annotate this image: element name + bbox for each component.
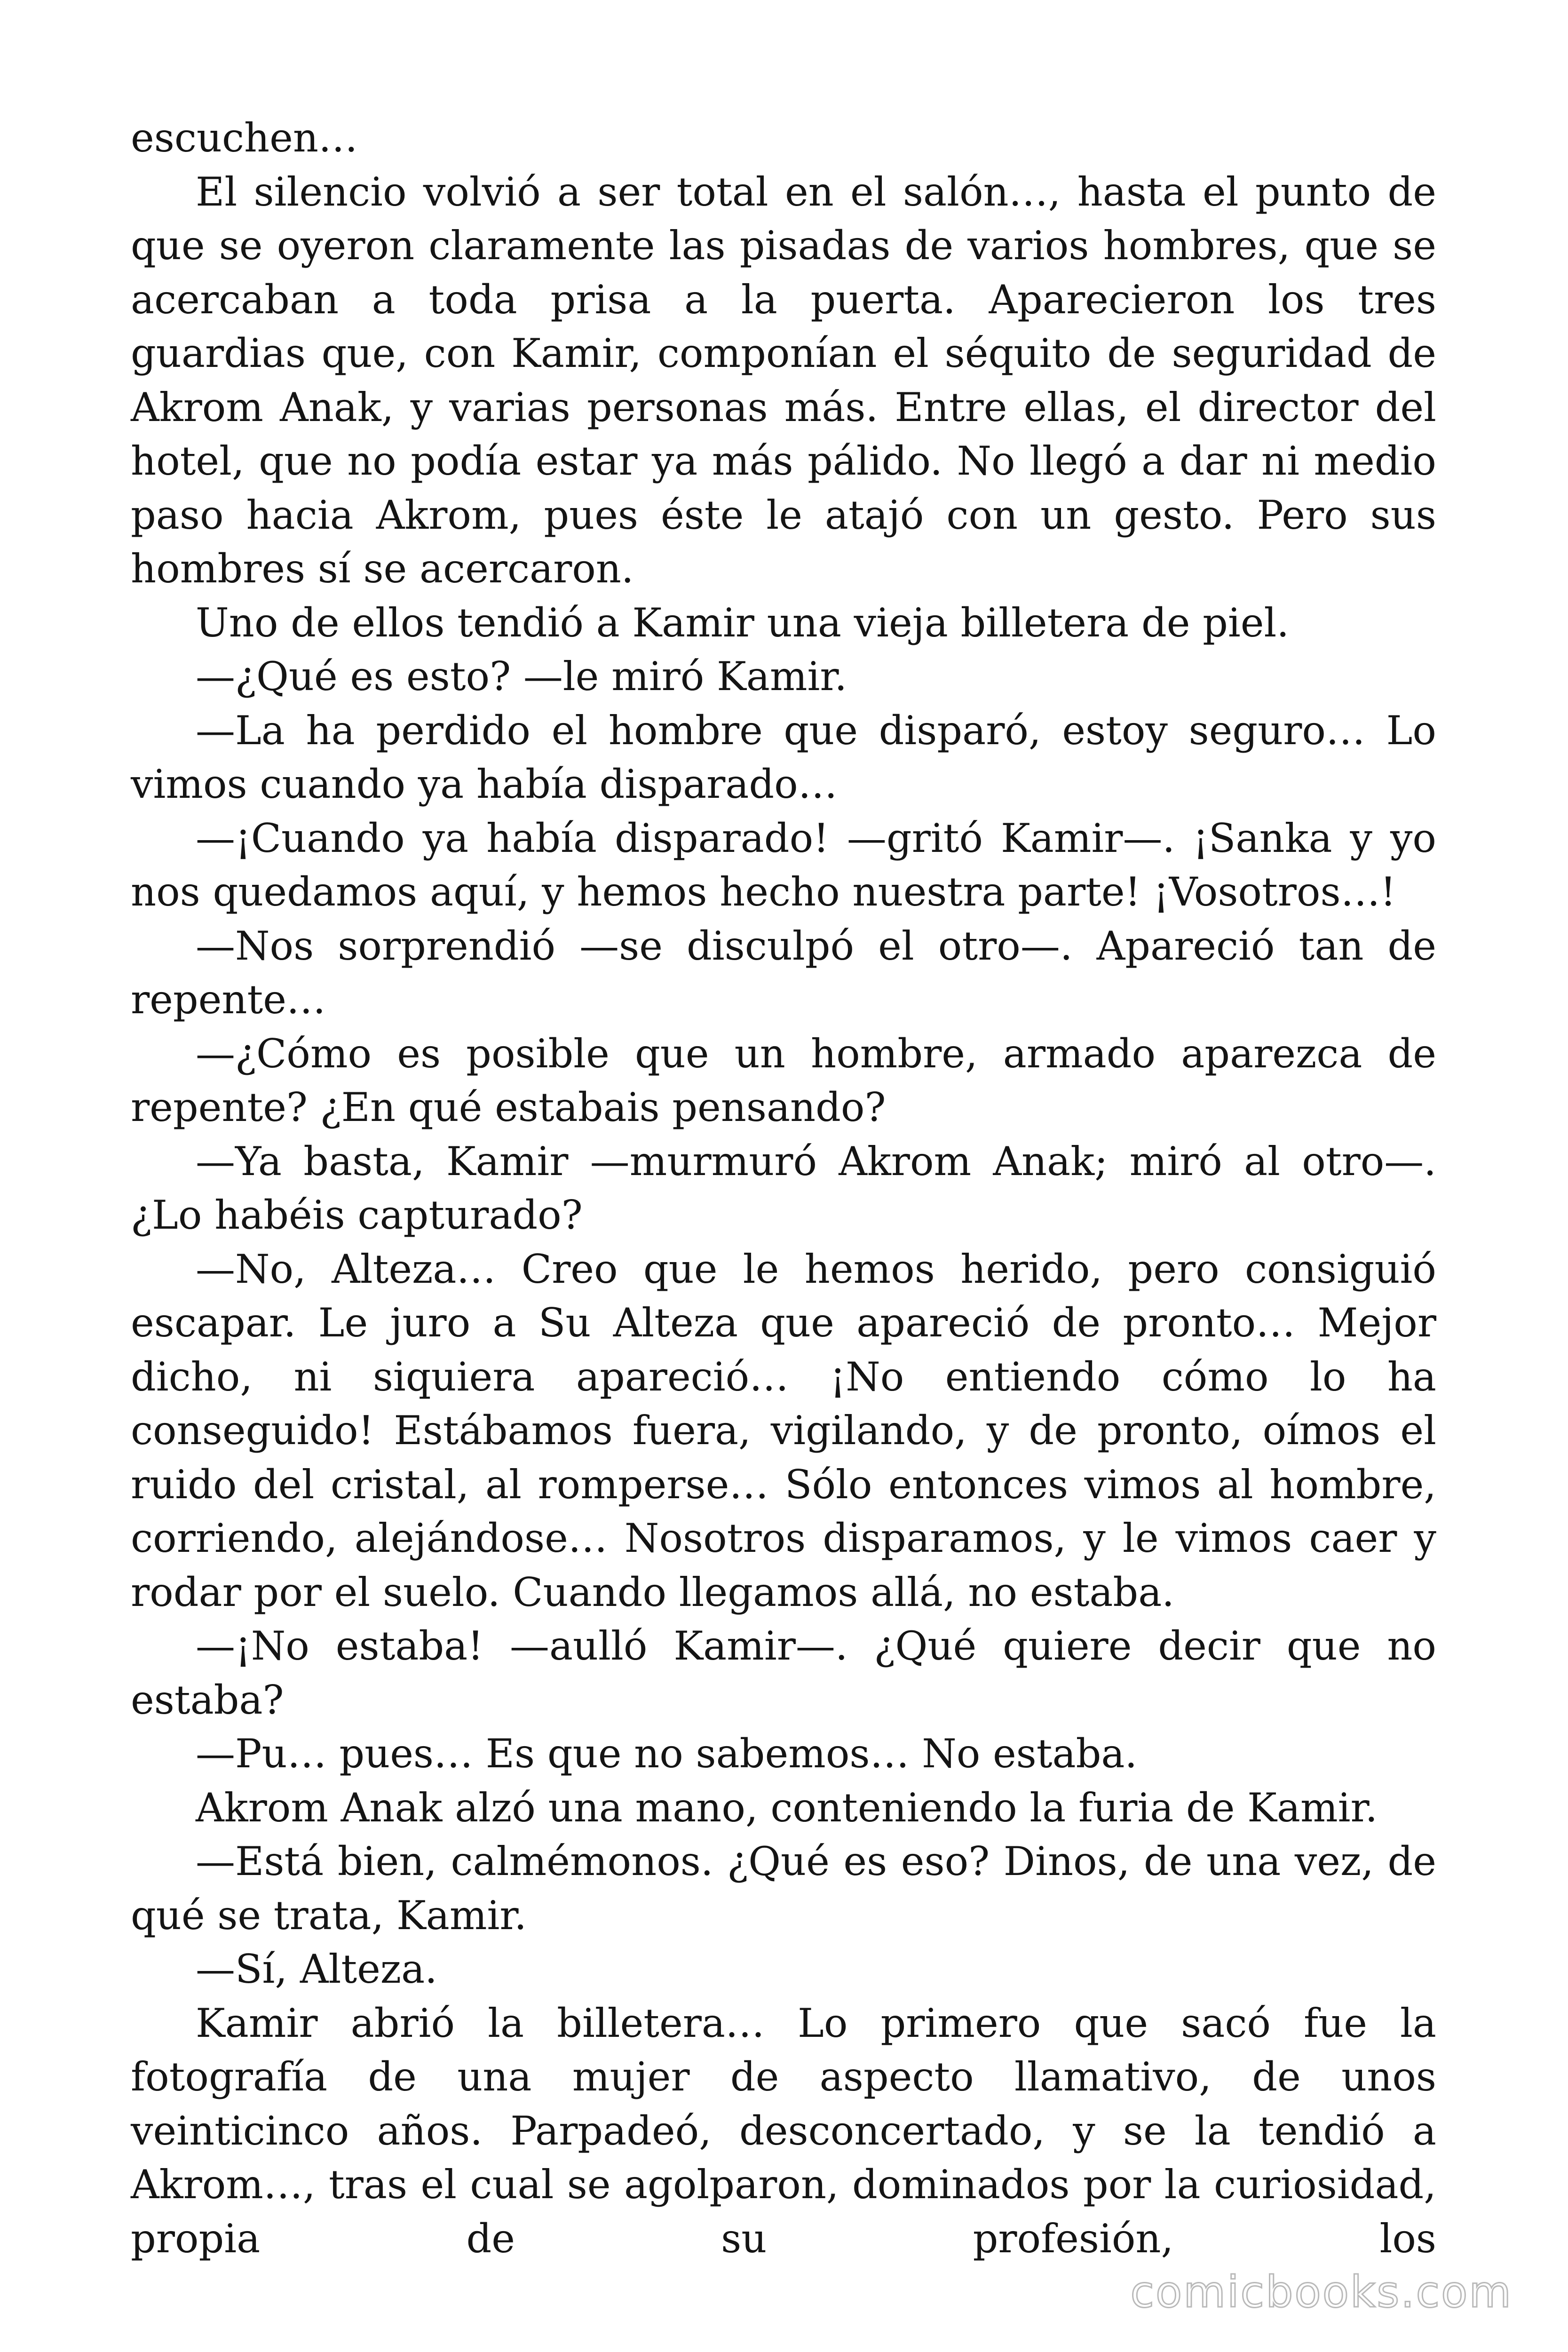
paragraph: —No, Alteza… Creo que le hemos herido, pero consiguió escapar. Le juro a Su Alteza que apareció de pronto… Mejor dicho, ni siquiera apareció… ¡No entiendo cómo lo ha conseguido! Estábamos fuera, vigilando, y de pronto, oímos el ruido del cristal, al romperse… Sólo entonces vimos al hombre, corriendo, alejándose… Nosotros disparamos, y le vimos caer y rodar por el suelo. Cuando llegamos allá, no estaba. bbox=[131, 1246, 1436, 1615]
paragraph: —Ya basta, Kamir —murmuró Akrom Anak; miró al otro—. ¿Lo habéis capturado? bbox=[131, 1138, 1436, 1238]
paragraph: —¡No estaba! —aulló Kamir—. ¿Qué quiere decir que no estaba? bbox=[131, 1623, 1436, 1723]
paragraph: —Pu… pues… Es que no sabemos… No estaba. bbox=[196, 1731, 1138, 1777]
paragraph: escuchen… bbox=[131, 115, 358, 161]
paragraph: —La ha perdido el hombre que disparó, estoy seguro… Lo vimos cuando ya había disparado… bbox=[131, 707, 1436, 807]
paragraph: El silencio volvió a ser total en el salón…, hasta el punto de que se oyeron claramente las pisadas de varios hombres, que se acercaban a toda prisa a la puerta. Aparecieron los tres guardias que, con Kamir, componían el séquito de seguridad de Akrom Anak, y varias personas más. Entre ellas, el director del hotel, que no podía estar ya más pálido. No llegó a dar ni medio paso hacia Akrom, pues éste le atajó con un gesto. Pero sus hombres sí se acercaron. bbox=[131, 168, 1436, 592]
body-text bbox=[131, 111, 1436, 2265]
paragraph: —¿Cómo es posible que un hombre, armado aparezca de repente? ¿En qué estabais pensando? bbox=[131, 1030, 1436, 1130]
paragraph: —¡Cuando ya había disparado! —gritó Kamir—. ¡Sanka y yo nos quedamos aquí, y hemos hecho nuestra parte! ¡Vosotros…! bbox=[131, 815, 1436, 915]
paragraph: —Sí, Alteza. bbox=[196, 1946, 437, 1992]
watermark: comicbooks.com bbox=[1130, 2267, 1513, 2317]
paragraph: —Nos sorprendió —se disculpó el otro—. Apareció tan de repente… bbox=[131, 922, 1436, 1023]
paragraph: —Está bien, calmémonos. ¿Qué es eso? Dinos, de una vez, de qué se trata, Kamir. bbox=[131, 1838, 1436, 1939]
paragraph: —¿Qué es esto? —le miró Kamir. bbox=[196, 653, 847, 699]
paragraph: Uno de ellos tendió a Kamir una vieja billetera de piel. bbox=[196, 599, 1290, 646]
paragraph: Akrom Anak alzó una mano, conteniendo la furia de Kamir. bbox=[196, 1784, 1378, 1831]
paragraph-last: Kamir abrió la billetera… Lo primero que sacó fue la fotografía de una mujer de aspecto llamativo, de unos veinticinco años. Parpadeó, desconcertado, y se la tendió a Akrom…, tras el cual se agolparon, dominados por la curiosidad, propia de su profesión, los bbox=[131, 2000, 1436, 2262]
